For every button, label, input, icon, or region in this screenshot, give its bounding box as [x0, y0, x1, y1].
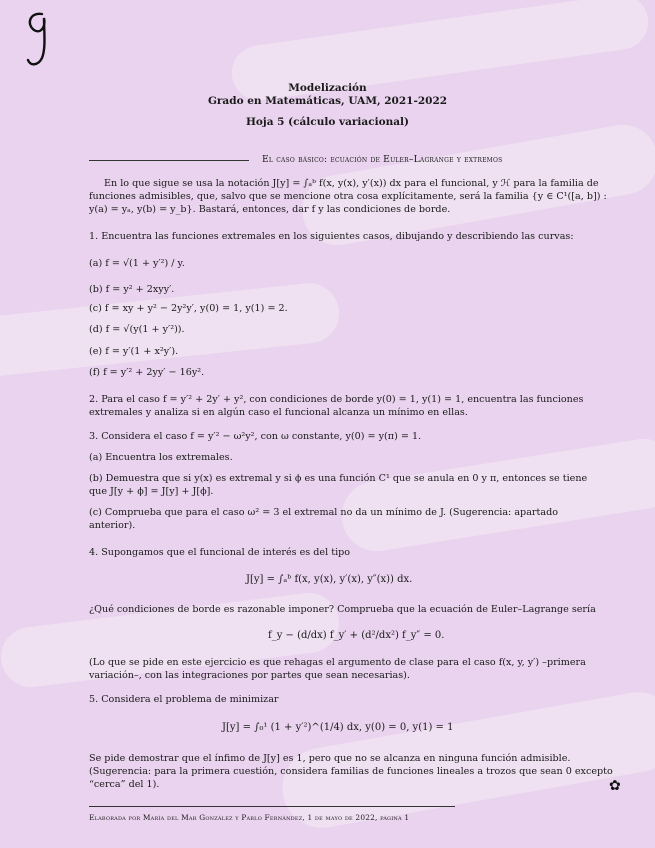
- intro-line-1: En lo que sigue se usa la notación J[y] = ∫ₐᵇ f(x, y(x), y′(x)) dx para el funcional, y ℋ para la familia de: [104, 178, 599, 189]
- problem-5-text-2: (Sugerencia: para la primera cuestión, considera familias de funciones lineales a trozos que sean 0 excepto: [89, 766, 613, 777]
- problem-4-note-2: variación–, con las integraciones por partes que sean necesarias).: [89, 670, 410, 681]
- problem-5-equation: J[y] = ∫₀¹ (1 + y′²)^(1/4) dx, y(0) = 0, y(1) = 1: [222, 722, 454, 733]
- problem-2-line-2: extremales y analiza si en algún caso el funcional alcanza un mínimo en ellas.: [89, 407, 468, 418]
- problem-1-item-b: (b) f = y² + 2xyy′.: [89, 284, 175, 295]
- problem-1-item-f: (f) f = y′² + 2yy′ − 16y².: [89, 367, 205, 378]
- problem-4-question: ¿Qué condiciones de borde es razonable imponer? Comprueba que la ecuación de Euler–Lagrange sería: [89, 604, 596, 615]
- problem-4-equation-1: J[y] = ∫ₐᵇ f(x, y(x), y′(x), y″(x)) dx.: [246, 574, 413, 585]
- degree-title: Grado en Matemáticas, UAM, 2021-2022: [207, 95, 448, 107]
- intro-line-2: funciones admisibles, que, salvo que se mencione otra cosa explícitamente, será la familia {y ∈ C¹([a, b]) :: [89, 191, 607, 202]
- intro-line-3: y(a) = yₐ, y(b) = y_b}. Bastará, entonces, dar f y las condiciones de borde.: [89, 204, 451, 215]
- problem-1-item-d: (d) f = √(y(1 + y′²)).: [89, 324, 185, 335]
- problem-5-title: 5. Considera el problema de minimizar: [89, 694, 279, 705]
- problem-1-item-a: (a) f = √(1 + y′²) / y.: [89, 258, 185, 269]
- problem-1-title: 1. Encuentra las funciones extremales en los siguientes casos, dibujando y describiendo las curvas:: [89, 231, 574, 242]
- problem-5-text-1: Se pide demostrar que el ínfimo de J[y] es 1, pero que no se alcanza en ninguna función admisible.: [89, 753, 571, 764]
- sheet-title: Hoja 5 (cálculo variacional): [246, 116, 409, 128]
- problem-1-item-e: (e) f = y′(1 + x²y′).: [89, 346, 179, 357]
- ink-blot-icon: ✿: [609, 778, 621, 794]
- footer-rule: [89, 806, 455, 807]
- problem-3-item-c-2: anterior).: [89, 520, 136, 531]
- problem-5-text-3: “cerca” del 1).: [89, 779, 160, 790]
- problem-3-item-b-1: (b) Demuestra que si y(x) es extremal y si ϕ es una función C¹ que se anula en 0 y π, entonces se tiene: [89, 473, 588, 484]
- problem-2-line-1: 2. Para el caso f = y′² + 2y′ + y², con condiciones de borde y(0) = 1, y(1) = 1, encuentra las funciones: [89, 394, 584, 405]
- problem-3-item-c-1: (c) Comprueba que para el caso ω² = 3 el extremal no da un mínimo de J. (Sugerencia: apartado: [89, 507, 558, 518]
- problem-4-note-1: (Lo que se pide en este ejercicio es que rehagas el argumento de clase para el caso f(x, y, y′) –primera: [89, 657, 586, 668]
- section-title: El caso básico: ecuación de Euler–Lagrange y extremos: [262, 154, 503, 165]
- footer-text: Elaborada por María del Mar González y Pablo Fernández, 1 de mayo de 2022, página 1: [89, 813, 410, 822]
- problem-3-title: 3. Considera el caso f = y′² − ω²y², con ω constante, y(0) = y(π) = 1.: [89, 431, 422, 442]
- problem-3-item-b-2: que J[y + ϕ] = J[y] + J[ϕ].: [89, 486, 214, 497]
- handwritten-mark: [20, 8, 60, 70]
- section-rule: [89, 160, 249, 161]
- problem-4-equation-2: f_y − (d/dx) f_y′ + (d²/dx²) f_y″ = 0.: [268, 630, 445, 641]
- problem-1-item-c: (c) f = xy + y² − 2y²y′, y(0) = 1, y(1) = 2.: [89, 303, 288, 314]
- problem-4-title: 4. Supongamos que el funcional de interés es del tipo: [89, 547, 351, 558]
- problem-3-item-a: (a) Encuentra los extremales.: [89, 452, 233, 463]
- course-title: Modelización: [288, 82, 367, 94]
